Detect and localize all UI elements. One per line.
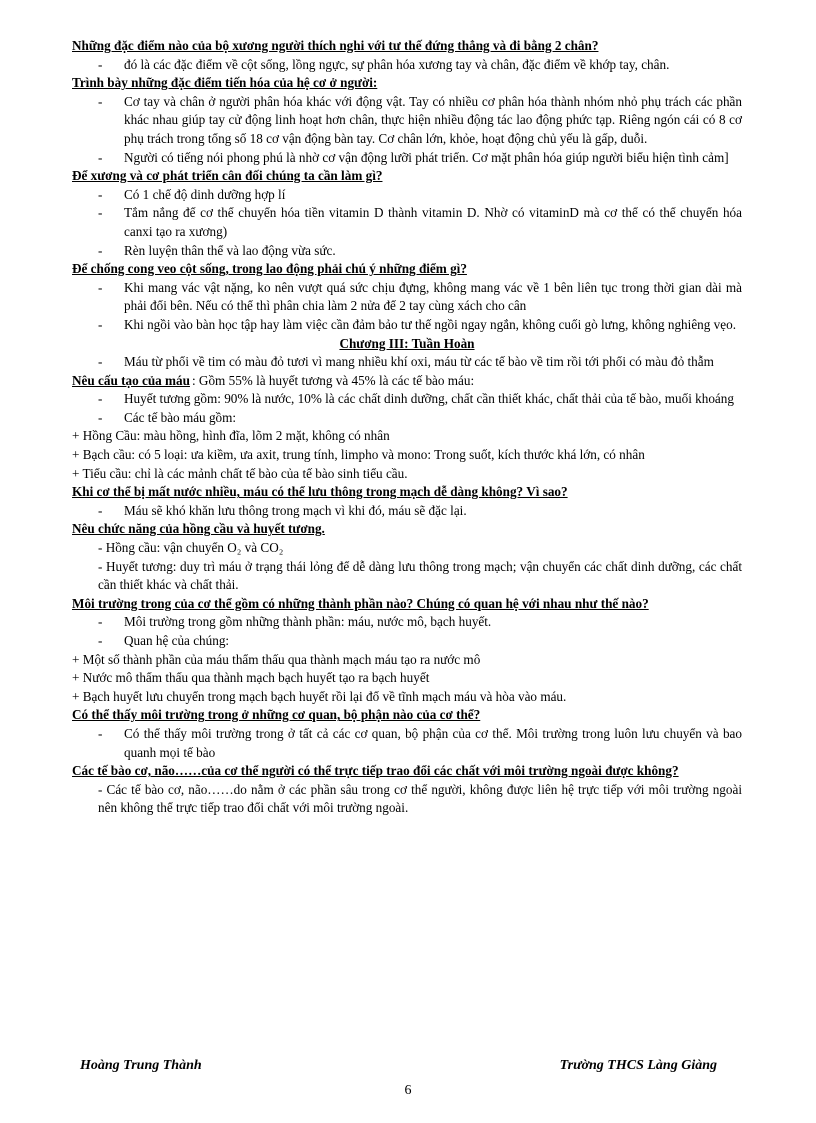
bullet-text: Khi mang vác vật nặng, ko nên vượt quá sức chịu đựng, không mang vác về 1 bên liên tục trong thời gian dài mà phải đổi bên. Nếu có thể thì phân chia làm 2 nửa để 2 tay cùng xách cho cân	[124, 279, 742, 314]
plus-item: + Nước mô thẩm thấu qua thành mạch bạch huyết tạo ra bạch huyết	[72, 670, 430, 686]
bullet-text: Tắm nắng để cơ thể chuyển hóa tiền vitamin D thành vitamin D. Nhờ có vitaminD mà cơ thể có thể chuyển hóa canxi tạo ra xương)	[124, 205, 742, 239]
bullet-text: Có 1 chế độ dinh dưỡng hợp lí	[124, 186, 286, 202]
footer-school: Trường THCS Làng Giàng	[559, 1058, 717, 1073]
question-heading: Những đặc điểm nào của bộ xương người thích nghi với tư thế đứng thẳng và đi bằng 2 chân?	[72, 38, 599, 53]
dash-bullet-icon: -	[98, 56, 103, 72]
question-heading: Trình bày những đặc điểm tiến hóa của hệ cơ ở người:	[72, 75, 378, 91]
answer-paragraph: - Các tế bào cơ, não……do nằm ở các phần sâu trong cơ thể người, không được liên hệ trực tiếp với môi trường ngoài nên không thể trực tiếp trao đổi chất với môi trường ngoài.	[98, 781, 742, 816]
document-body	[72, 37, 742, 818]
question-heading: Các tế bào cơ, não……của cơ thể người có thể trực tiếp trao đổi các chất với môi trường ngoài được không?	[72, 763, 679, 779]
bullet-text: Rèn luyện thân thể và lao động vừa sức.	[124, 242, 336, 258]
bullet-item	[72, 56, 742, 75]
bullet-item	[72, 242, 742, 261]
bullet-item	[72, 613, 742, 632]
dash-bullet-icon: -	[98, 186, 103, 202]
plus-item: + Một số thành phần của máu thẩm thấu qua thành mạch máu tạo ra nước mô	[72, 651, 481, 667]
plus-item: + Bạch cầu: có 5 loại: ưa kiềm, ưa axit, trung tính, limpho và mono: Trong suốt, kích thước khá lớn, có nhân	[72, 447, 645, 463]
question-heading: Nêu chức năng của hồng cầu và huyết tương.	[72, 521, 325, 537]
page-number: 6	[404, 1083, 412, 1098]
dash-bullet-icon: -	[98, 205, 103, 221]
bullet-text: Môi trường trong gồm những thành phần: máu, nước mô, bạch huyết.	[124, 614, 492, 630]
footer-author: Hoàng Trung Thành	[80, 1058, 202, 1073]
dash-bullet-icon: -	[98, 409, 103, 425]
bullet-item	[72, 502, 742, 521]
dash-bullet-icon: -	[98, 391, 103, 407]
dash-bullet-icon: -	[98, 633, 103, 648]
plus-item: + Tiểu cầu: chỉ là các mảnh chất tế bào của tế bào sinh tiểu cầu.	[72, 465, 408, 481]
chapter-title: Chương III: Tuần Hoàn	[339, 335, 475, 351]
dash-bullet-icon: -	[98, 242, 103, 258]
bullet-text: Máu sẽ khó khăn lưu thông trong mạch vì khi đó, máu sẽ đặc lại.	[124, 502, 467, 518]
dash-bullet-icon: -	[98, 149, 103, 165]
lead-text: : Gồm 55% là huyết tương và 45% là các tế bào máu:	[191, 372, 475, 388]
dash-bullet-icon: -	[98, 354, 103, 370]
bullet-item	[72, 632, 742, 651]
question-heading: Có thể thấy môi trường trong ở những cơ quan, bộ phận nào của cơ thể?	[72, 707, 481, 723]
bullet-item	[72, 409, 742, 428]
bullet-text: Cơ tay và chân ở người phân hóa khác với động vật. Tay có nhiều cơ phân hóa thành nhóm nhỏ phụ trách các phần khác nhau giúp tay cử động linh hoạt hơn chân, thực hiện nhiều động tác lao động phức tạp. Riêng ngón cái có 8 cơ phụ trách trong tổng số 18 cơ vận động bàn tay. Cơ chân lớn, khỏe, hoạt động chủ yếu là gấp, duỗi.	[124, 93, 742, 146]
answer-paragraph: - Hồng cầu: vận chuyển O₂ và CO₂	[98, 540, 284, 556]
bullet-item	[72, 353, 742, 372]
bullet-item	[72, 204, 742, 241]
bullet-text: Máu từ phổi về tim có màu đỏ tươi vì mang nhiều khí oxi, máu từ các tế bào về tim rồi tới phổi có màu đỏ thẫm	[124, 354, 714, 370]
bullet-text: Khi ngồi vào bàn học tập hay làm việc cần đảm bảo tư thế ngồi ngay ngắn, không cuối gò lưng, không nghiêng vẹo.	[124, 316, 736, 332]
answer-paragraph: - Huyết tương: duy trì máu ở trạng thái lỏng để dễ dàng lưu thông trong mạch; vận chuyển các chất dinh dưỡng, các chất cần thiết khác và chất thải.	[98, 558, 742, 593]
bullet-text: Huyết tương gồm: 90% là nước, 10% là các chất dinh dưỡng, chất cần thiết khác, chất thải của tế bào, muối khoáng	[124, 391, 734, 407]
plus-item: + Bạch huyết lưu chuyển trong mạch bạch huyết rồi lại đổ về tĩnh mạch máu và hòa vào máu.	[72, 688, 567, 704]
bullet-item	[72, 149, 742, 168]
question-heading: Nêu cấu tạo của máu	[72, 372, 190, 388]
plus-item: + Hồng Cầu: màu hồng, hình đĩa, lõm 2 mặt, không có nhân	[72, 428, 390, 444]
dash-bullet-icon: -	[98, 502, 103, 518]
bullet-item	[72, 93, 742, 149]
bullet-item	[72, 186, 742, 205]
bullet-item	[72, 725, 742, 762]
bullet-item	[72, 316, 742, 335]
dash-bullet-icon: -	[98, 614, 103, 630]
question-heading: Khi cơ thể bị mất nước nhiều, máu có thể lưu thông trong mạch dễ dàng không? Vì sao?	[72, 484, 568, 500]
lead-paragraph	[72, 372, 742, 391]
bullet-text: Các tế bào máu gồm:	[124, 409, 237, 425]
bullet-text: Có thể thấy môi trường trong ở tất cả các cơ quan, bộ phận của cơ thể. Môi trường trong luôn lưu chuyển và bao quanh mọi tế bào	[124, 725, 742, 760]
dash-bullet-icon: -	[98, 279, 103, 295]
dash-bullet-icon: -	[98, 316, 103, 332]
question-heading: Môi trường trong của cơ thể gồm có những thành phần nào? Chúng có quan hệ với nhau như thế nào?	[72, 595, 649, 611]
question-heading: Để xương và cơ phát triển cân đối chúng ta cần làm gì?	[72, 168, 383, 184]
dash-bullet-icon: -	[98, 93, 103, 109]
dash-bullet-icon: -	[98, 725, 103, 741]
bullet-text: đó là các đặc điểm về cột sống, lồng ngực, sự phân hóa xương tay và chân, đặc điểm về khớp tay, chân.	[124, 56, 670, 72]
question-heading: Để chống cong veo cột sống, trong lao động phải chú ý những điểm gì?	[72, 261, 467, 277]
bullet-text: Người có tiếng nói phong phú là nhờ cơ vận động lưỡi phát triển. Cơ mặt phân hóa giúp người biểu hiện tình cảm]	[124, 149, 729, 165]
bullet-text: Quan hệ của chúng:	[124, 633, 230, 648]
bullet-item	[72, 279, 742, 316]
bullet-item	[72, 390, 742, 409]
